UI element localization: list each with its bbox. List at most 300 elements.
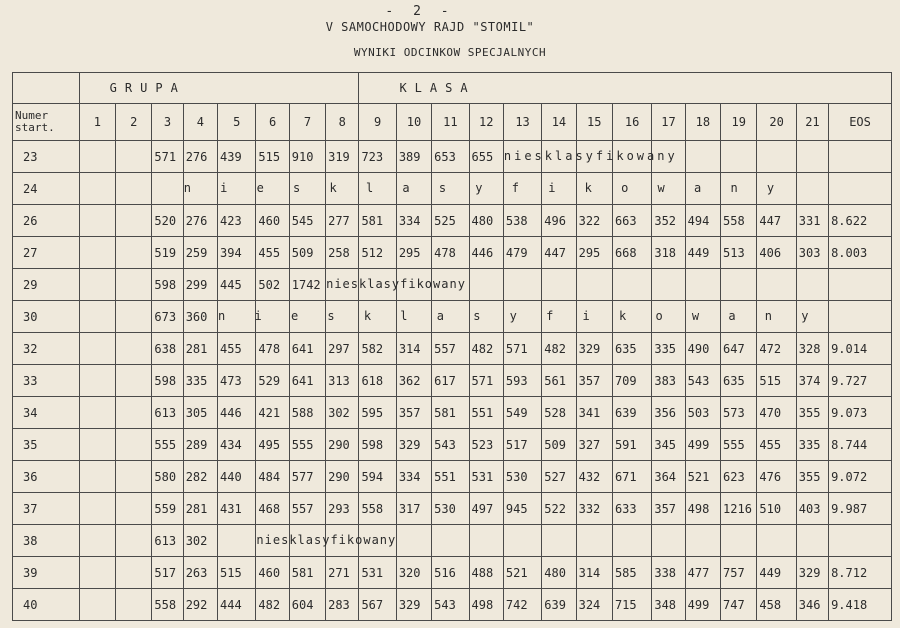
table-cell: 476 (757, 461, 796, 493)
table-cell: 571 (503, 333, 541, 365)
table-cell: 277 (326, 205, 359, 237)
table-cell: 571 (469, 365, 503, 397)
table-cell (116, 365, 152, 397)
table-cell: 357 (652, 493, 685, 525)
table-cell: 582 (359, 333, 396, 365)
table-cell: 322 (576, 205, 612, 237)
table-cell: 9.727 (829, 365, 892, 397)
table-cell (612, 525, 651, 557)
table-cell: 543 (432, 429, 469, 461)
table-cell: 499 (685, 589, 720, 621)
table-cell (685, 141, 720, 173)
table-cell: 9.072 (829, 461, 892, 493)
table-cell: 613 (152, 525, 183, 557)
table-cell: 635 (721, 365, 757, 397)
table-cell (79, 589, 115, 621)
table-cell: 561 (542, 365, 576, 397)
table-cell: 432 (576, 461, 612, 493)
table-cell (829, 301, 892, 333)
table-cell (79, 173, 115, 205)
table-cell: 551 (469, 397, 503, 429)
table-cell: 431 (218, 493, 256, 525)
table-cell (652, 269, 685, 301)
table-cell: 581 (432, 397, 469, 429)
table-cell: 496 (542, 205, 576, 237)
table-cell: 348 (652, 589, 685, 621)
table-cell: 515 (218, 557, 256, 589)
table-cell: 747 (721, 589, 757, 621)
table-cell: 258 (326, 237, 359, 269)
table-cell (685, 269, 720, 301)
table-cell (757, 269, 796, 301)
not-classified-note: n i e s k l a s y f i k o w a n y (218, 309, 820, 323)
table-cell: 357 (396, 397, 431, 429)
table-cell: 293 (326, 493, 359, 525)
table-row (13, 269, 892, 301)
table-cell: 499 (685, 429, 720, 461)
table-cell (757, 141, 796, 173)
table-cell: 346 (796, 589, 828, 621)
table-cell (79, 301, 115, 333)
table-cell: 292 (183, 589, 217, 621)
table-row (13, 397, 892, 429)
table-cell (829, 525, 892, 557)
table-cell: 635 (612, 333, 651, 365)
group-class-header-row (13, 73, 892, 104)
table-cell: 513 (721, 237, 757, 269)
table-cell: 362 (396, 365, 431, 397)
table-cell: 617 (432, 365, 469, 397)
table-cell (796, 141, 828, 173)
table-row (13, 525, 892, 557)
table-cell: 319 (326, 141, 359, 173)
table-cell: 313 (326, 365, 359, 397)
table-cell (116, 589, 152, 621)
table-cell: 945 (503, 493, 541, 525)
table-cell (116, 557, 152, 589)
table-cell: 591 (612, 429, 651, 461)
table-cell (79, 205, 115, 237)
table-cell (79, 461, 115, 493)
table-cell: 517 (152, 557, 183, 589)
table-cell (79, 365, 115, 397)
table-cell: 638 (152, 333, 183, 365)
table-cell: 598 (152, 365, 183, 397)
group-label: GRUPA (79, 73, 359, 104)
column-header: 19 (721, 104, 757, 141)
table-cell: 1742 (289, 269, 325, 301)
table-cell: 439 (218, 141, 256, 173)
table-cell: 472 (757, 333, 796, 365)
table-cell: 9.987 (829, 493, 892, 525)
table-cell: 598 (152, 269, 183, 301)
table-cell (183, 173, 786, 205)
table-cell: 389 (396, 141, 431, 173)
start-number: 38 (13, 525, 80, 557)
table-cell: 490 (685, 333, 720, 365)
table-cell: 357 (576, 365, 612, 397)
column-header: 6 (256, 104, 289, 141)
table-cell: 557 (432, 333, 469, 365)
column-header-row (13, 104, 892, 141)
table-cell: 528 (542, 397, 576, 429)
table-cell (79, 237, 115, 269)
start-number: 30 (13, 301, 80, 333)
table-cell: 297 (326, 333, 359, 365)
table-cell: 571 (152, 141, 183, 173)
table-cell: 557 (289, 493, 325, 525)
table-cell: 447 (542, 237, 576, 269)
table-cell: 618 (359, 365, 396, 397)
table-cell: 530 (503, 461, 541, 493)
table-cell: 303 (796, 237, 828, 269)
table-cell: 509 (289, 237, 325, 269)
table-row (13, 429, 892, 461)
table-cell (256, 525, 397, 557)
table-cell: 290 (326, 429, 359, 461)
table-cell: 641 (289, 333, 325, 365)
table-cell: 355 (796, 461, 828, 493)
table-cell (79, 557, 115, 589)
column-header: 7 (289, 104, 325, 141)
not-classified-note: n i e s k l a s y f i k o w a n y (183, 181, 786, 195)
table-cell: 480 (469, 205, 503, 237)
table-cell (796, 525, 828, 557)
table-cell: 320 (396, 557, 431, 589)
start-number: 27 (13, 237, 80, 269)
table-cell (218, 525, 256, 557)
table-cell: 497 (469, 493, 503, 525)
table-row (13, 173, 892, 205)
table-cell: 470 (757, 397, 796, 429)
table-cell: 449 (685, 237, 720, 269)
table-cell: 446 (218, 397, 256, 429)
table-cell: 647 (721, 333, 757, 365)
column-header: 9 (359, 104, 396, 141)
table-cell: 281 (183, 493, 217, 525)
table-cell (218, 301, 820, 333)
document-title: V SAMOCHODOWY RAJD "STOMIL" (325, 20, 535, 34)
table-cell (432, 525, 469, 557)
table-cell: 295 (396, 237, 431, 269)
table-cell: 588 (289, 397, 325, 429)
table-cell: 598 (359, 429, 396, 461)
table-cell: 516 (432, 557, 469, 589)
table-cell: 305 (183, 397, 217, 429)
table-cell: 460 (256, 205, 289, 237)
table-cell: 468 (256, 493, 289, 525)
table-cell: 334 (396, 461, 431, 493)
column-header: 8 (326, 104, 359, 141)
table-cell: 633 (612, 493, 651, 525)
table-cell: 8.712 (829, 557, 892, 589)
table-cell: 910 (289, 141, 325, 173)
table-cell: 558 (152, 589, 183, 621)
table-cell: 295 (576, 237, 612, 269)
table-cell: 484 (256, 461, 289, 493)
table-cell: 520 (152, 205, 183, 237)
table-cell (116, 429, 152, 461)
not-classified-note: niesklasyfikowany (503, 149, 678, 163)
start-number-header: Numer start. (13, 104, 80, 141)
table-cell: 581 (289, 557, 325, 589)
table-cell: 299 (183, 269, 217, 301)
table-cell: 521 (685, 461, 720, 493)
table-cell (116, 525, 152, 557)
table-cell (652, 525, 685, 557)
table-cell: 671 (612, 461, 651, 493)
table-cell: 555 (721, 429, 757, 461)
table-cell: 440 (218, 461, 256, 493)
table-cell: 317 (396, 493, 431, 525)
table-cell: 329 (396, 429, 431, 461)
start-number: 39 (13, 557, 80, 589)
table-cell: 403 (796, 493, 828, 525)
table-cell: 551 (432, 461, 469, 493)
table-cell: 480 (542, 557, 576, 589)
table-cell: 383 (652, 365, 685, 397)
table-cell: 523 (469, 429, 503, 461)
table-cell (116, 493, 152, 525)
table-cell: 473 (218, 365, 256, 397)
table-cell: 356 (652, 397, 685, 429)
column-header: 4 (183, 104, 217, 141)
table-cell: 421 (256, 397, 289, 429)
table-cell: 742 (503, 589, 541, 621)
table-cell: 329 (396, 589, 431, 621)
table-cell: 515 (256, 141, 289, 173)
not-classified-note: niesklasyfikowany (256, 533, 397, 547)
results-table (12, 72, 892, 621)
table-cell: 641 (289, 365, 325, 397)
table-cell: 328 (796, 333, 828, 365)
not-classified-note: niesklasyfikowany (326, 277, 466, 291)
table-cell: 585 (612, 557, 651, 589)
start-number: 40 (13, 589, 80, 621)
table-cell: 455 (757, 429, 796, 461)
table-cell: 593 (503, 365, 541, 397)
table-cell: 577 (289, 461, 325, 493)
table-cell: 332 (576, 493, 612, 525)
table-cell (79, 333, 115, 365)
table-cell (829, 269, 892, 301)
table-cell (721, 269, 757, 301)
table-cell (576, 269, 612, 301)
table-cell (796, 173, 828, 205)
table-cell (116, 205, 152, 237)
table-cell: 335 (183, 365, 217, 397)
table-cell (721, 141, 757, 173)
table-cell: 423 (218, 205, 256, 237)
table-cell (79, 493, 115, 525)
table-cell: 531 (359, 557, 396, 589)
results-body (13, 141, 892, 621)
table-cell: 623 (721, 461, 757, 493)
table-cell: 302 (326, 397, 359, 429)
table-cell: 447 (757, 205, 796, 237)
table-cell: 498 (469, 589, 503, 621)
table-cell: 341 (576, 397, 612, 429)
table-cell: 543 (432, 589, 469, 621)
table-cell: 364 (652, 461, 685, 493)
table-cell: 531 (469, 461, 503, 493)
table-cell: 604 (289, 589, 325, 621)
table-cell: 567 (359, 589, 396, 621)
table-cell: 276 (183, 141, 217, 173)
table-cell (79, 269, 115, 301)
table-cell: 314 (396, 333, 431, 365)
table-cell: 360 (183, 301, 217, 333)
column-header: 5 (218, 104, 256, 141)
table-cell: 512 (359, 237, 396, 269)
column-header: 18 (685, 104, 720, 141)
table-cell: 538 (503, 205, 541, 237)
table-cell (396, 525, 431, 557)
column-header: 14 (542, 104, 576, 141)
column-header: 16 (612, 104, 651, 141)
table-cell (79, 397, 115, 429)
table-cell: 525 (432, 205, 469, 237)
table-cell: 289 (183, 429, 217, 461)
table-cell: 545 (289, 205, 325, 237)
table-cell: 455 (218, 333, 256, 365)
table-cell: 527 (542, 461, 576, 493)
table-cell: 331 (796, 205, 828, 237)
table-cell: 8.744 (829, 429, 892, 461)
table-cell: 335 (652, 333, 685, 365)
table-cell: 8.003 (829, 237, 892, 269)
table-cell: 458 (757, 589, 796, 621)
table-cell: 329 (576, 333, 612, 365)
column-header: 12 (469, 104, 503, 141)
table-cell: 668 (612, 237, 651, 269)
column-header: 3 (152, 104, 183, 141)
table-cell: 290 (326, 461, 359, 493)
table-cell: 478 (432, 237, 469, 269)
table-cell: 488 (469, 557, 503, 589)
start-number: 33 (13, 365, 80, 397)
table-cell (685, 525, 720, 557)
table-cell: 673 (152, 301, 183, 333)
table-cell: 522 (542, 493, 576, 525)
table-cell: 1216 (721, 493, 757, 525)
table-cell: 757 (721, 557, 757, 589)
table-cell: 318 (652, 237, 685, 269)
table-cell: 510 (757, 493, 796, 525)
table-cell: 613 (152, 397, 183, 429)
table-row (13, 557, 892, 589)
column-header: 10 (396, 104, 431, 141)
table-row (13, 365, 892, 397)
table-cell: 9.073 (829, 397, 892, 429)
table-cell: 715 (612, 589, 651, 621)
table-cell: 327 (576, 429, 612, 461)
table-cell: 559 (152, 493, 183, 525)
table-cell: 509 (542, 429, 576, 461)
table-cell: 502 (256, 269, 289, 301)
table-cell (503, 525, 541, 557)
table-cell: 653 (432, 141, 469, 173)
table-cell: 549 (503, 397, 541, 429)
table-cell: 445 (218, 269, 256, 301)
table-cell (469, 525, 503, 557)
table-cell (576, 525, 612, 557)
table-cell (116, 237, 152, 269)
table-cell: 503 (685, 397, 720, 429)
table-cell: 495 (256, 429, 289, 461)
column-header: 13 (503, 104, 541, 141)
table-cell (116, 397, 152, 429)
table-cell (503, 141, 678, 173)
column-header: 2 (116, 104, 152, 141)
table-cell (757, 525, 796, 557)
table-cell: 477 (685, 557, 720, 589)
start-number: 36 (13, 461, 80, 493)
table-cell: 8.622 (829, 205, 892, 237)
table-cell: 581 (359, 205, 396, 237)
table-cell: 558 (359, 493, 396, 525)
table-cell: 517 (503, 429, 541, 461)
table-cell (116, 141, 152, 173)
table-cell: 519 (152, 237, 183, 269)
table-cell: 335 (796, 429, 828, 461)
table-cell: 276 (183, 205, 217, 237)
start-number: 23 (13, 141, 80, 173)
table-cell: 281 (183, 333, 217, 365)
start-number: 37 (13, 493, 80, 525)
column-header: 11 (432, 104, 469, 141)
table-cell (721, 525, 757, 557)
start-number: 35 (13, 429, 80, 461)
class-label: KLASA (359, 73, 892, 104)
table-cell: 271 (326, 557, 359, 589)
table-cell: 334 (396, 205, 431, 237)
start-number: 24 (13, 173, 80, 205)
start-number: 29 (13, 269, 80, 301)
table-cell: 723 (359, 141, 396, 173)
table-cell (829, 173, 892, 205)
table-cell: 543 (685, 365, 720, 397)
table-cell (116, 461, 152, 493)
table-cell: 494 (685, 205, 720, 237)
table-cell (503, 269, 541, 301)
table-cell: 460 (256, 557, 289, 589)
table-cell (326, 269, 466, 301)
table-cell: 529 (256, 365, 289, 397)
table-cell: 482 (256, 589, 289, 621)
table-row (13, 301, 892, 333)
table-cell: 573 (721, 397, 757, 429)
table-cell: 521 (503, 557, 541, 589)
column-header: 20 (757, 104, 796, 141)
table-row (13, 493, 892, 525)
table-cell: 455 (256, 237, 289, 269)
page-number: - 2 - (385, 4, 455, 19)
table-cell (79, 525, 115, 557)
table-row (13, 141, 892, 173)
table-row (13, 589, 892, 621)
table-cell: 558 (721, 205, 757, 237)
table-cell: 374 (796, 365, 828, 397)
table-cell: 580 (152, 461, 183, 493)
table-cell (79, 429, 115, 461)
table-cell: 479 (503, 237, 541, 269)
table-cell: 283 (326, 589, 359, 621)
table-cell: 9.014 (829, 333, 892, 365)
table-cell: 482 (469, 333, 503, 365)
table-cell: 355 (796, 397, 828, 429)
table-cell: 478 (256, 333, 289, 365)
